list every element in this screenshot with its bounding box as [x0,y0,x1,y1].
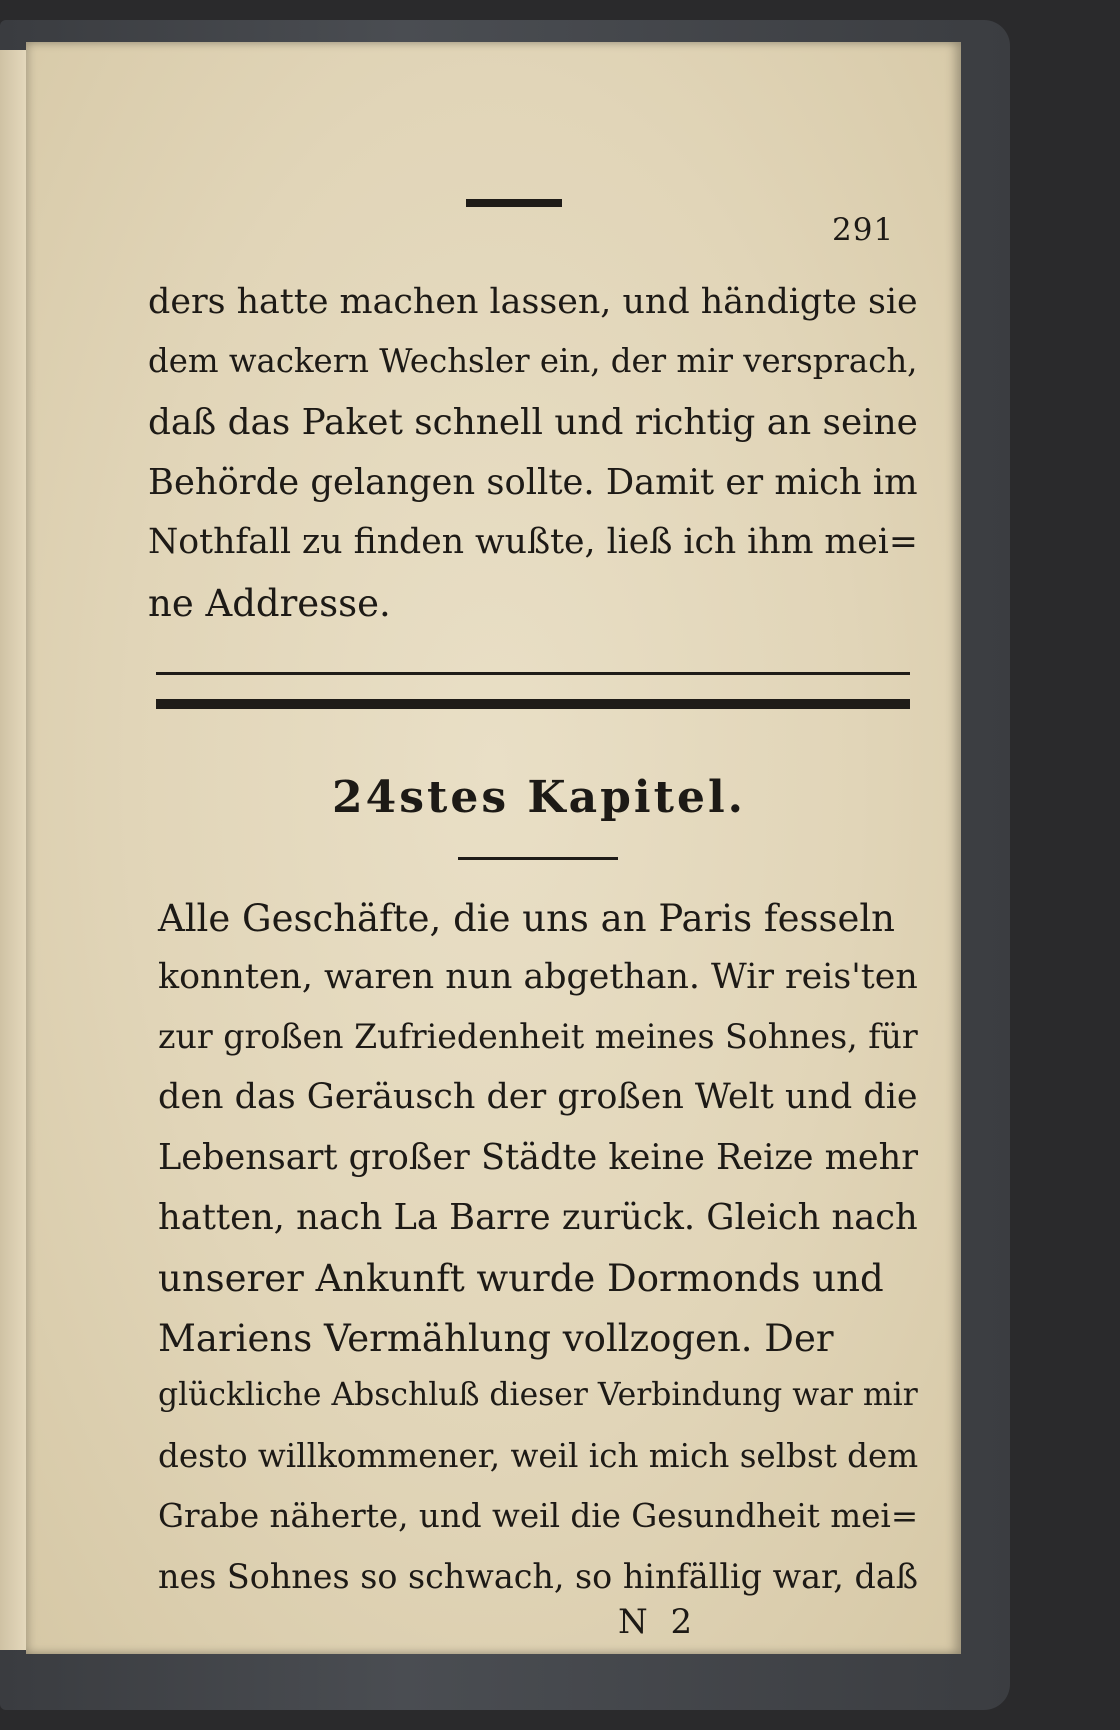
chapter-underline [458,857,618,860]
text-line: glückliche Abschluß dieser Verbindung war mir [158,1377,918,1413]
text-line: nes Sohnes so schwach, so hinfällig war, daß [158,1557,918,1596]
text-line: Mariens Vermählung vollzogen. Der [158,1317,834,1360]
section-divider-thick [156,699,910,709]
text-line: ne Addresse. [148,582,391,625]
text-line: konnten, waren nun abgethan. Wir reis'ten [158,957,918,997]
book-page [26,42,961,1654]
text-line: Alle Geschäfte, die uns an Paris fesseln [158,897,896,940]
text-line: hatten, nach La Barre zurück. Gleich nach [158,1197,918,1238]
text-line: Behörde gelangen sollte. Damit er mich im [148,462,918,503]
section-divider-thin [156,672,910,675]
text-line: Lebensart großer Städte keine Reize mehr [158,1137,918,1178]
text-line: Nothfall zu finden wußte, ließ ich ihm mei= [148,522,918,562]
text-line: dem wackern Wechsler ein, der mir versprach, [148,342,918,380]
text-line: den das Geräusch der großen Welt und die [158,1077,918,1117]
previous-page-edge [0,50,28,1650]
page-number: 291 [832,212,895,248]
text-line: desto willkommener, weil ich mich selbst dem [158,1437,919,1475]
text-line: unserer Ankunft wurde Dormonds und [158,1257,884,1300]
chapter-heading: 24stes Kapitel. [332,772,746,823]
text-line: daß das Paket schnell und richtig an seine [148,402,918,443]
text-line: zur großen Zufriedenheit meines Sohnes, für [158,1017,918,1056]
signature-mark: N 2 [618,1602,699,1642]
text-line: ders hatte machen lassen, und händigte sie [148,282,918,322]
text-line: Grabe näherte, und weil die Gesundheit mei= [158,1497,919,1535]
header-rule [466,199,562,207]
